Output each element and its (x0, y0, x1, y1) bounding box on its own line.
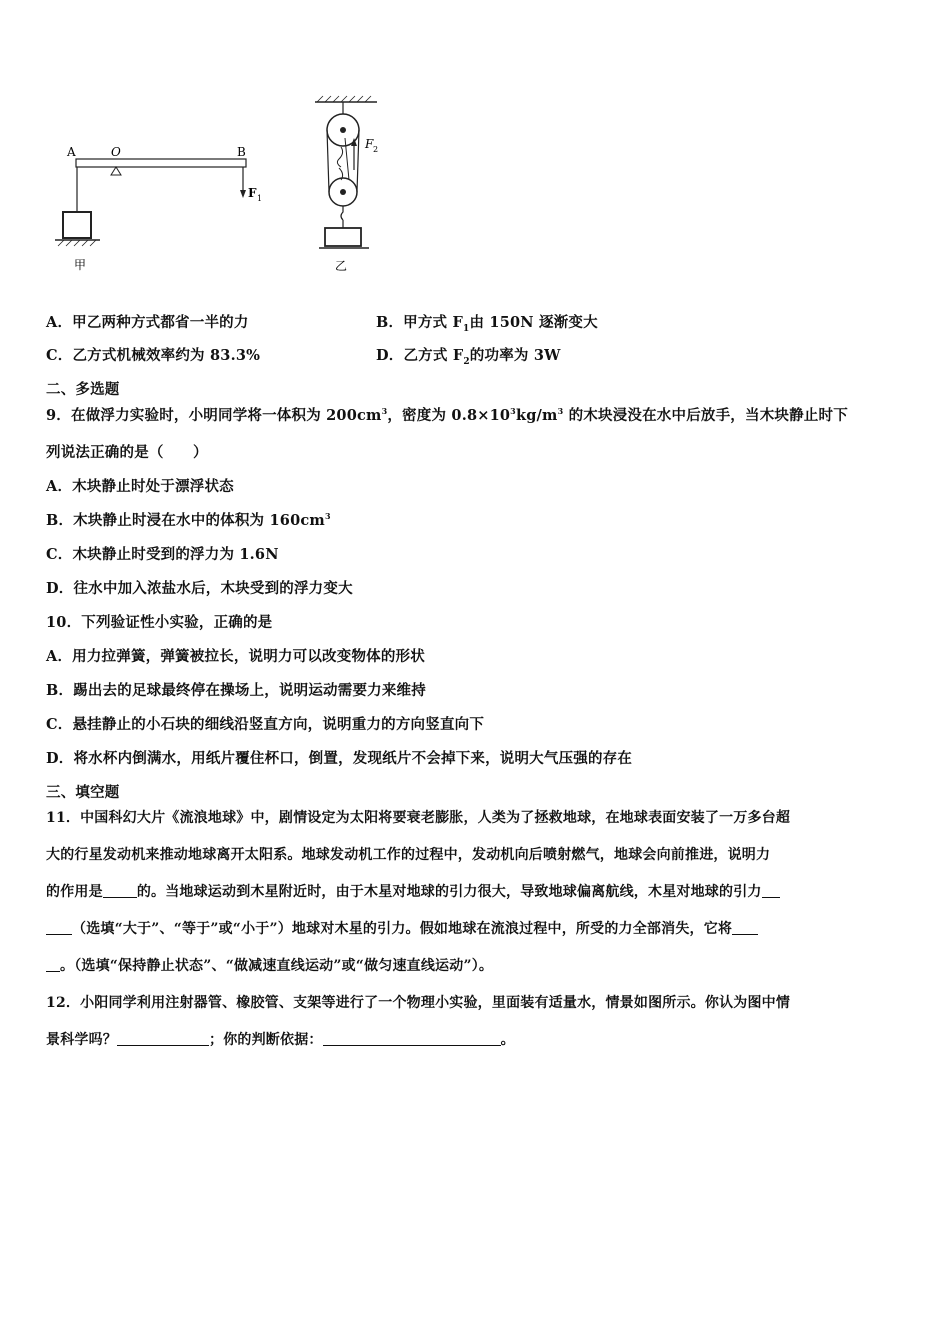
q12-blank-2[interactable] (323, 1031, 501, 1046)
q11-line2: 大的行星发动机来推动地球离开太阳系。地球发动机工作的过程中，发动机向后喷射燃气，地球会向前推进，说明力 (46, 847, 771, 863)
q8-option-c: C．乙方式机械效率约为 83.3% (46, 347, 261, 364)
q11-line3: 的作用是 的。当地球运动到木星附近时，由于木星对地球的引力很大，导致地球偏离航线，木星对地球的引力 (46, 881, 780, 901)
q8-option-a: A．甲乙两种方式都省一半的力 (46, 314, 249, 331)
q11-blank-3a[interactable] (732, 920, 758, 935)
q10-option-d: D．将水杯内倒满水，用纸片覆住杯口，倒置，发现纸片不会掉下来，说明大气压强的存在 (46, 750, 633, 767)
q12-blank-1[interactable] (117, 1031, 209, 1046)
q10-option-b: B．踢出去的足球最终停在操场上，说明运动需要力来维持 (46, 682, 426, 699)
label-O: O (111, 145, 121, 159)
q9-option-c: C．木块静止时受到的浮力为 1.6N (46, 546, 279, 563)
section-3-title: 三、填空题 (46, 784, 120, 801)
q9-option-a: A．木块静止时处于漂浮状态 (46, 478, 234, 495)
q11-line1: 11．中国科幻大片《流浪地球》中，剧情设定为太阳将要衰老膨胀，人类为了拯救地球，在地球表面安装了一万多台超 (46, 810, 791, 826)
q10-option-a: A．用力拉弹簧，弹簧被拉长，说明力可以改变物体的形状 (46, 648, 425, 665)
label-F1-sub: 1 (257, 194, 263, 203)
q11-line4: （选填“大于”、“等于”或“小于”）地球对木星的引力。假如地球在流浪过程中，所受的力全部消失，它将 (46, 918, 758, 938)
q12-line1: 12．小阳同学利用注射器管、橡胶管、支架等进行了一个物理小实验，里面装有适量水，情景如图所示。你认为图中情 (46, 995, 791, 1011)
q9-option-b: B．木块静止时浸在水中的体积为 $160cm^3$ (46, 511, 331, 529)
section-2-title: 二、多选题 (46, 381, 120, 398)
label-B: B (237, 145, 246, 159)
q10-option-c: C．悬挂静止的小石块的细线沿竖直方向，说明重力的方向竖直向下 (46, 716, 485, 733)
q11-line5: 。（选填“保持静止状态”、“做减速直线运动”或“做匀速直线运动”）。 (46, 955, 493, 975)
q11-blank-3b[interactable] (46, 957, 60, 972)
label-F2-sub: 2 (373, 145, 379, 154)
q9-stem-line2: 列说法正确的是（ ） (46, 444, 208, 461)
weight-block (63, 212, 91, 238)
label-A: A (67, 145, 76, 159)
q9-stem-line1: 9．在做浮力实验时，小明同学将一体积为 $200cm^3$，密度为 $0.8\times 10^3kg/m^3$ 的木块浸没在水中后放手，当木块静止时下 (46, 406, 848, 424)
q12-line2: 景科学吗？ ；你的判断依据： 。 (46, 1032, 515, 1048)
lever-beam (76, 159, 246, 167)
q8-option-b: B．甲方式 $F_1$由 150N 逐渐变大 (376, 314, 598, 334)
q10-stem: 10．下列验证性小实验，正确的是 (46, 614, 273, 631)
load-block (325, 228, 361, 246)
figure-pulley (305, 92, 415, 282)
caption-yi: 乙 (335, 259, 348, 273)
caption-jia: 甲 (74, 258, 87, 272)
q8-option-d: D．乙方式 $F_2$的功率为 3W (376, 347, 561, 367)
q9-option-d: D．往水中加入浓盐水后，木块受到的浮力变大 (46, 580, 353, 597)
label-F1: F (248, 186, 257, 200)
label-F2: F (365, 137, 374, 151)
q11-blank-1[interactable] (103, 883, 137, 898)
q11-blank-2b[interactable] (46, 920, 72, 935)
figure-lever (50, 138, 280, 278)
q11-blank-2a[interactable] (762, 883, 780, 898)
fulcrum-triangle (111, 167, 121, 175)
